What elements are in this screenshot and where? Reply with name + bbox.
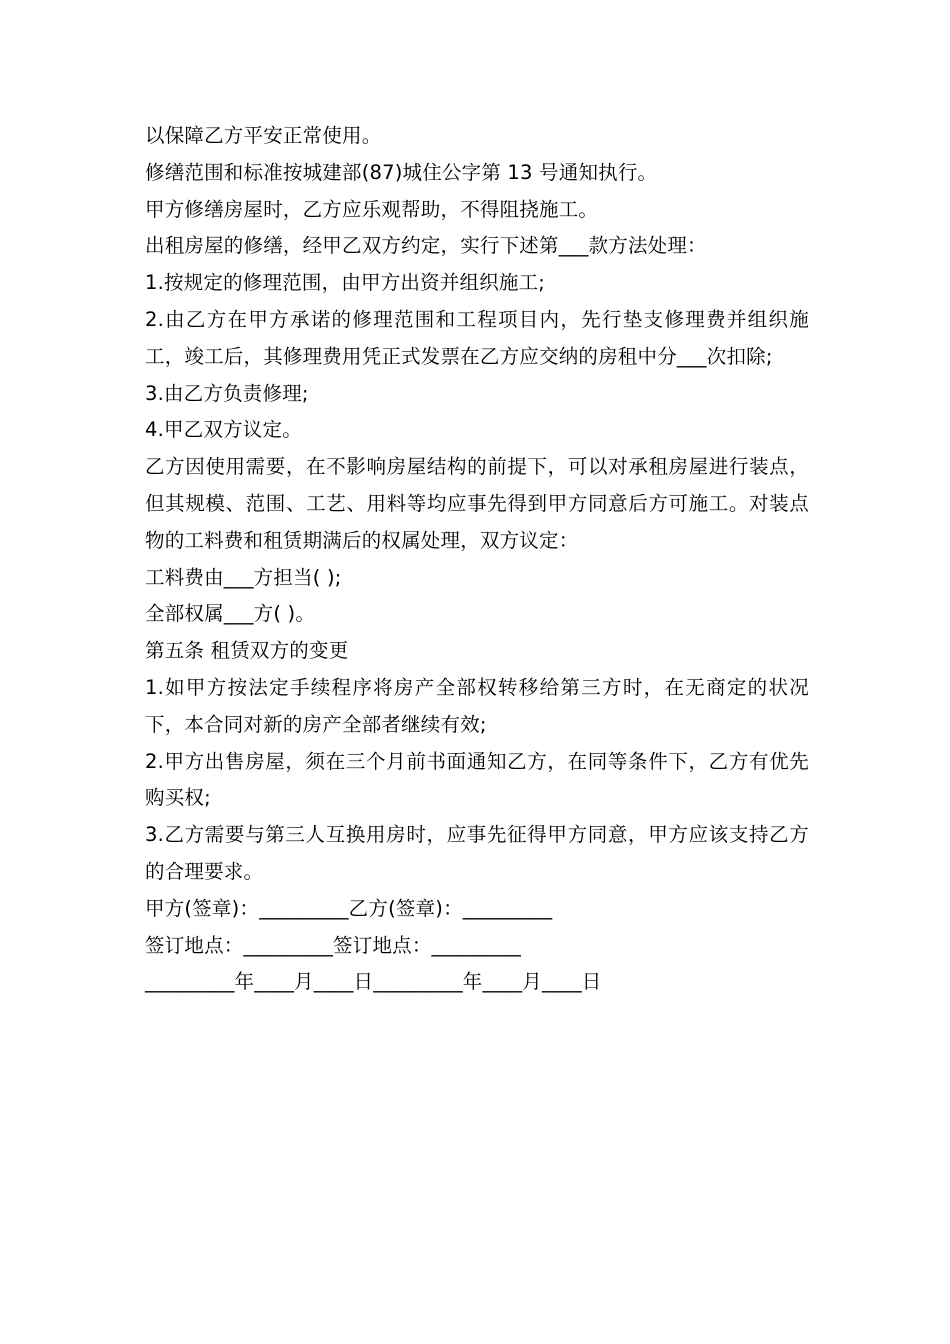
- list-item-change-3: 3.乙方需要与第三人互换用房时，应事先征得甲方同意，甲方应该支持乙方的合理要求。: [145, 823, 809, 883]
- paragraph-repair-standard: 修缮范围和标准按城建部(87)城住公字第 13 号通知执行。: [145, 160, 658, 184]
- list-item-method-3: 3.由乙方负责修理;: [145, 381, 309, 405]
- section-heading-article-5: 第五条 租赁双方的变更: [145, 639, 349, 663]
- paragraph-decoration: 乙方因使用需要，在不影响房屋结构的前提下，可以对承租房屋进行装点，但其规模、范围、工艺、用料等均应事先得到甲方同意后方可施工。对装点物的工料费和租赁期满后的权属处理，双方议定：: [145, 455, 809, 552]
- paragraph-ownership: 全部权属___方( )。: [145, 602, 316, 626]
- list-item-method-4: 4.甲乙双方议定。: [145, 418, 302, 442]
- paragraph-repair-cooperation: 甲方修缮房屋时，乙方应乐观帮助，不得阻挠施工。: [145, 197, 599, 221]
- paragraph-safe-use: 以保障乙方平安正常使用。: [145, 124, 382, 147]
- paragraph-material-cost: 工料费由___方担当( );: [145, 565, 342, 589]
- list-item-method-2: 2.由乙方在甲方承诺的修理范围和工程项目内，先行垫支修理费并组织施工，竣工后，其修理费用凭正式发票在乙方应交纳的房租中分___次扣除;: [145, 307, 809, 368]
- paragraph-repair-method: 出租房屋的修缮，经甲乙双方约定，实行下述第___款方法处理：: [145, 234, 707, 258]
- signature-line: 甲方(签章)：_________乙方(签章)：_________: [145, 896, 553, 920]
- document-body: [145, 118, 809, 1001]
- list-item-change-2: 2.甲方出售房屋，须在三个月前书面通知乙方，在同等条件下，乙方有优先购买权;: [145, 749, 809, 810]
- signing-place-line: 签订地点：_________签订地点：_________: [145, 933, 522, 957]
- list-item-change-1: 1.如甲方按法定手续程序将房产全部权转移给第三方时，在无商定的状况下，本合同对新的房产全部者继续有效;: [145, 675, 809, 736]
- date-line: _________年____月____日_________年____月____日: [145, 970, 602, 994]
- list-item-method-1: 1.按规定的修理范围，由甲方出资并组织施工;: [145, 271, 546, 295]
